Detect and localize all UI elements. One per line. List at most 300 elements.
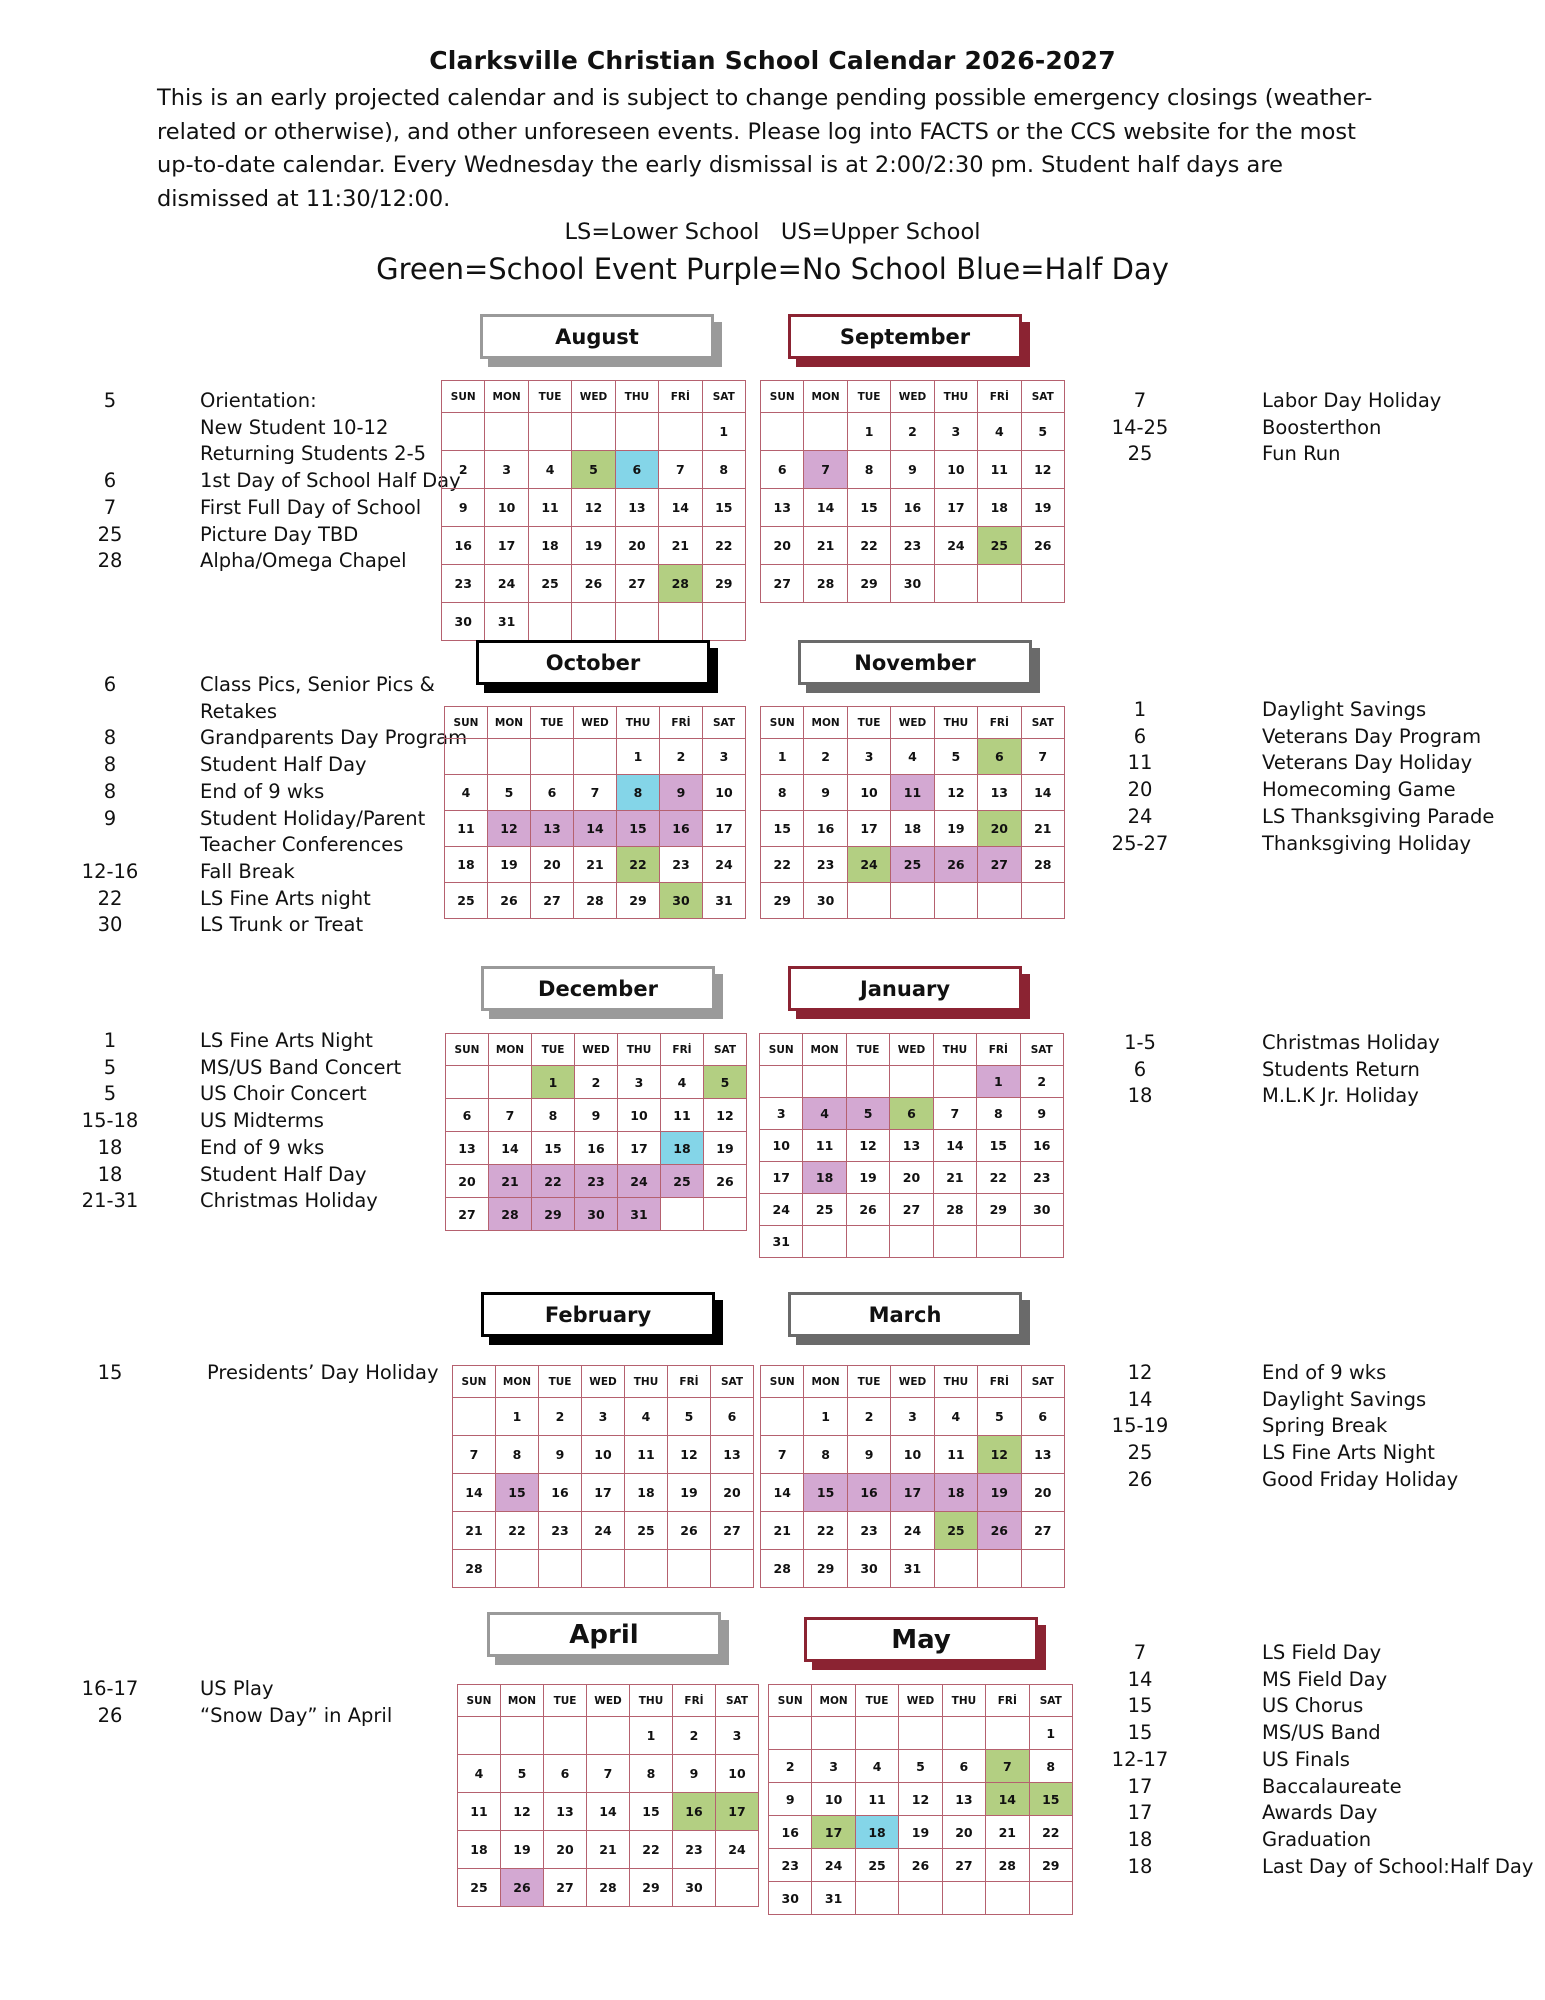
event-date: 18 — [1127, 1854, 1153, 1878]
event-spacer — [150, 495, 200, 522]
day-cell: 2 — [1020, 1066, 1063, 1098]
weekday-label: MON — [496, 1366, 539, 1398]
weekday-label: SUN — [769, 1685, 812, 1717]
weekday-label: SAT — [704, 1034, 747, 1066]
weekday-label: FRİ — [673, 1685, 716, 1717]
december-calendar-grid — [445, 1033, 747, 1231]
event-description: End of 9 wks — [1262, 1361, 1387, 1384]
day-cell: 19 — [934, 811, 977, 847]
day-cell: 15 — [977, 1130, 1020, 1162]
weekday-header-row — [761, 1366, 1065, 1398]
week-row — [761, 775, 1065, 811]
weekday-label: MON — [485, 381, 528, 413]
empty-day-cell — [702, 603, 745, 641]
empty-day-cell — [587, 1717, 630, 1755]
event-item — [1100, 1693, 1533, 1720]
day-cell: 3 — [891, 1398, 934, 1436]
weekday-label: THU — [617, 707, 660, 739]
january-month-title: January — [788, 966, 1022, 1011]
day-cell-no-school: 25 — [661, 1165, 704, 1198]
day-cell: 27 — [446, 1198, 489, 1231]
day-cell: 1 — [1029, 1717, 1072, 1750]
day-cell-no-school: 17 — [891, 1474, 934, 1512]
week-row — [442, 413, 746, 451]
weekday-label: TUE — [847, 1366, 890, 1398]
event-description: Picture Day TBD — [200, 522, 359, 546]
day-cell: 29 — [847, 565, 890, 603]
day-cell: 10 — [847, 775, 890, 811]
event-description: Alpha/Omega Chapel — [200, 549, 407, 573]
day-cell: 1 — [847, 413, 890, 451]
event-date: 9 — [103, 806, 117, 830]
weekday-label: SAT — [716, 1685, 759, 1717]
day-cell: 27 — [531, 883, 574, 919]
weekday-label: FRİ — [978, 707, 1021, 739]
march-month-title: March — [788, 1292, 1022, 1337]
day-cell: 22 — [977, 1162, 1020, 1194]
day-cell: 22 — [702, 527, 745, 565]
weekday-label: WED — [572, 381, 615, 413]
day-cell: 9 — [442, 489, 485, 527]
weekday-label: SUN — [761, 707, 804, 739]
day-cell: 12 — [846, 1130, 889, 1162]
day-cell: 9 — [769, 1783, 812, 1816]
week-row — [761, 1474, 1065, 1512]
day-cell: 21 — [659, 527, 702, 565]
weekday-label: WED — [574, 707, 617, 739]
weekday-label: SAT — [1020, 1034, 1063, 1066]
weekday-label: MON — [812, 1685, 855, 1717]
day-cell: 28 — [1021, 847, 1064, 883]
event-spacer — [1180, 831, 1262, 858]
day-cell: 30 — [1020, 1194, 1063, 1226]
week-row — [442, 451, 746, 489]
event-spacer — [1180, 1747, 1262, 1774]
day-cell: 4 — [458, 1755, 501, 1793]
event-description: Fun Run — [1262, 442, 1341, 466]
weekday-header-row — [453, 1366, 754, 1398]
empty-day-cell — [977, 1226, 1020, 1258]
weekday-header-row — [458, 1685, 759, 1717]
day-cell-school-event: 25 — [978, 527, 1021, 565]
empty-day-cell — [760, 1066, 803, 1098]
event-date: 12-16 — [81, 859, 139, 883]
weekday-label: THU — [618, 1034, 661, 1066]
empty-day-cell — [812, 1717, 855, 1750]
day-cell: 25 — [803, 1194, 846, 1226]
day-cell-half-day: 8 — [617, 775, 660, 811]
event-date: 25 — [97, 522, 123, 546]
october-calendar-grid — [444, 706, 746, 919]
week-row — [760, 1194, 1064, 1226]
event-item — [70, 725, 467, 752]
day-cell: 2 — [847, 1398, 890, 1436]
weekday-label: WED — [891, 707, 934, 739]
event-spacer — [1180, 1640, 1262, 1667]
weekday-label: MON — [489, 1034, 532, 1066]
day-cell: 11 — [445, 811, 488, 847]
week-row — [760, 1130, 1064, 1162]
day-cell-no-school: 15 — [496, 1474, 539, 1512]
event-item — [1100, 697, 1494, 724]
day-cell: 16 — [1020, 1130, 1063, 1162]
event-description: Graduation — [1262, 1827, 1372, 1851]
day-cell-no-school: 7 — [804, 451, 847, 489]
empty-day-cell — [1020, 1226, 1063, 1258]
event-date: 8 — [103, 726, 117, 750]
day-cell: 5 — [488, 775, 531, 811]
day-cell: 18 — [625, 1474, 668, 1512]
day-cell: 20 — [761, 527, 804, 565]
weekday-label: SUN — [453, 1366, 496, 1398]
day-cell-no-school: 22 — [532, 1165, 575, 1198]
empty-day-cell — [488, 739, 531, 775]
event-date — [70, 441, 150, 468]
day-cell: 19 — [668, 1474, 711, 1512]
empty-day-cell — [761, 1398, 804, 1436]
week-row — [445, 847, 746, 883]
week-row — [760, 1226, 1064, 1258]
event-spacer — [1180, 1827, 1262, 1854]
weekday-label: SAT — [711, 1366, 754, 1398]
event-spacer — [1180, 750, 1262, 777]
day-cell: 4 — [661, 1066, 704, 1099]
event-date: 24 — [1127, 804, 1153, 828]
event-date: 8 — [103, 779, 117, 803]
weekday-header-row — [446, 1034, 747, 1066]
february-events-list — [70, 1360, 439, 1387]
day-cell: 17 — [618, 1132, 661, 1165]
day-cell: 1 — [630, 1717, 673, 1755]
event-date: 7 — [103, 495, 117, 519]
empty-day-cell — [978, 883, 1021, 919]
day-cell: 11 — [978, 451, 1021, 489]
weekday-label: THU — [934, 381, 977, 413]
event-description: Awards Day — [1262, 1801, 1378, 1825]
event-description: Last Day of School:Half Day — [1262, 1854, 1534, 1878]
empty-day-cell — [528, 603, 571, 641]
day-cell: 8 — [1029, 1750, 1072, 1783]
weekday-label: SUN — [458, 1685, 501, 1717]
week-row — [458, 1869, 759, 1907]
day-cell: 3 — [760, 1098, 803, 1130]
day-cell: 13 — [711, 1436, 754, 1474]
day-cell-school-event: 12 — [978, 1436, 1021, 1474]
weekday-label: SUN — [761, 1366, 804, 1398]
event-date: 20 — [1127, 778, 1153, 802]
day-cell: 27 — [890, 1194, 933, 1226]
day-cell: 25 — [855, 1849, 898, 1882]
day-cell: 30 — [769, 1882, 812, 1915]
empty-day-cell — [659, 603, 702, 641]
event-item — [70, 441, 461, 468]
weekday-label: THU — [934, 707, 977, 739]
day-cell: 21 — [587, 1831, 630, 1869]
day-cell: 17 — [485, 527, 528, 565]
day-cell: 21 — [986, 1816, 1029, 1849]
day-cell: 23 — [442, 565, 485, 603]
event-description: Class Pics, Senior Pics & — [200, 673, 435, 696]
week-row — [761, 1436, 1065, 1474]
day-cell: 23 — [847, 1512, 890, 1550]
weekday-label: WED — [891, 381, 934, 413]
may-events-list — [1100, 1640, 1533, 1880]
day-cell: 26 — [488, 883, 531, 919]
weekday-label: WED — [891, 1366, 934, 1398]
week-row — [442, 565, 746, 603]
day-cell: 13 — [978, 775, 1021, 811]
empty-day-cell — [978, 565, 1021, 603]
event-spacer — [150, 912, 200, 939]
empty-day-cell — [668, 1550, 711, 1588]
day-cell: 21 — [1021, 811, 1064, 847]
day-cell: 9 — [673, 1755, 716, 1793]
day-cell: 10 — [891, 1436, 934, 1474]
day-cell-school-event: 5 — [704, 1066, 747, 1099]
day-cell: 29 — [630, 1869, 673, 1907]
event-description: Students Return — [1262, 1057, 1420, 1081]
week-row — [445, 811, 746, 847]
day-cell: 23 — [891, 527, 934, 565]
day-cell-school-event: 6 — [890, 1098, 933, 1130]
empty-day-cell — [615, 603, 658, 641]
event-date: 16-17 — [81, 1677, 139, 1700]
day-cell: 6 — [446, 1099, 489, 1132]
event-spacer — [150, 832, 200, 859]
day-cell-school-event: 17 — [716, 1793, 759, 1831]
day-cell: 8 — [977, 1098, 1020, 1130]
day-cell: 27 — [942, 1849, 985, 1882]
event-spacer — [1180, 1854, 1262, 1881]
day-cell: 30 — [673, 1869, 716, 1907]
event-description: Orientation: — [200, 389, 317, 412]
day-cell-school-event: 22 — [617, 847, 660, 883]
day-cell: 8 — [804, 1436, 847, 1474]
event-item — [1100, 1800, 1533, 1827]
event-item — [1100, 1854, 1533, 1881]
day-cell: 29 — [804, 1550, 847, 1588]
day-cell: 12 — [934, 775, 977, 811]
week-row — [769, 1783, 1073, 1816]
day-cell: 28 — [574, 883, 617, 919]
empty-day-cell — [582, 1550, 625, 1588]
empty-day-cell — [933, 1066, 976, 1098]
september-events-list — [1100, 388, 1441, 468]
empty-day-cell — [846, 1226, 889, 1258]
event-description: New Student 10-12 — [200, 415, 389, 439]
day-cell: 14 — [659, 489, 702, 527]
event-item — [1100, 1057, 1440, 1084]
event-date: 1 — [103, 1029, 117, 1052]
day-cell: 19 — [846, 1162, 889, 1194]
event-description: Grandparents Day Program — [200, 726, 468, 750]
weekday-label: SUN — [761, 381, 804, 413]
day-cell-school-event: 28 — [659, 565, 702, 603]
week-row — [761, 489, 1065, 527]
day-cell: 17 — [934, 489, 977, 527]
day-cell: 15 — [702, 489, 745, 527]
may-calendar-grid — [768, 1684, 1073, 1915]
week-row — [760, 1162, 1064, 1194]
empty-day-cell — [847, 883, 890, 919]
day-cell: 4 — [625, 1398, 668, 1436]
day-cell: 7 — [659, 451, 702, 489]
day-cell-no-school: 27 — [978, 847, 1021, 883]
event-description: Spring Break — [1262, 1414, 1388, 1438]
day-cell: 13 — [1021, 1436, 1064, 1474]
day-cell: 20 — [1021, 1474, 1064, 1512]
day-cell: 2 — [673, 1717, 716, 1755]
event-spacer — [1180, 1440, 1262, 1467]
event-item — [1100, 831, 1494, 858]
weekday-label: MON — [488, 707, 531, 739]
week-row — [769, 1816, 1073, 1849]
day-cell-no-school: 15 — [617, 811, 660, 847]
empty-day-cell — [446, 1066, 489, 1099]
empty-day-cell — [615, 413, 658, 451]
empty-day-cell — [1021, 883, 1064, 919]
day-cell: 9 — [891, 451, 934, 489]
event-description: Teacher Conferences — [200, 833, 404, 857]
event-item — [70, 1028, 401, 1055]
event-spacer — [1180, 1030, 1262, 1057]
day-cell: 19 — [488, 847, 531, 883]
event-item — [70, 1055, 401, 1082]
weekday-label: WED — [587, 1685, 630, 1717]
event-item — [1100, 724, 1494, 751]
day-cell: 22 — [847, 527, 890, 565]
empty-day-cell — [899, 1717, 942, 1750]
day-cell: 10 — [760, 1130, 803, 1162]
day-cell: 20 — [615, 527, 658, 565]
weekday-label: TUE — [531, 707, 574, 739]
event-description: US Chorus — [1262, 1694, 1364, 1718]
empty-day-cell — [1021, 1550, 1064, 1588]
empty-day-cell — [485, 413, 528, 451]
event-item — [70, 1703, 392, 1730]
week-row — [760, 1066, 1064, 1098]
event-description: First Full Day of School — [200, 495, 422, 519]
event-date: 25-27 — [1111, 831, 1169, 855]
event-item — [1100, 1083, 1440, 1110]
day-cell: 21 — [453, 1512, 496, 1550]
event-item — [1100, 1827, 1533, 1854]
event-spacer — [150, 441, 200, 468]
week-row — [446, 1165, 747, 1198]
day-cell-no-school: 1 — [977, 1066, 1020, 1098]
day-cell: 11 — [625, 1436, 668, 1474]
weekday-label: TUE — [528, 381, 571, 413]
weekday-label: WED — [575, 1034, 618, 1066]
empty-day-cell — [899, 1882, 942, 1915]
weekday-label: TUE — [846, 1034, 889, 1066]
empty-day-cell — [659, 413, 702, 451]
event-date: 26 — [1127, 1467, 1153, 1491]
day-cell: 11 — [855, 1783, 898, 1816]
empty-day-cell — [574, 739, 617, 775]
event-description: LS Fine Arts Night — [200, 1029, 373, 1052]
weekday-header-row — [442, 381, 746, 413]
day-cell: 6 — [942, 1750, 985, 1783]
day-cell: 23 — [1020, 1162, 1063, 1194]
weekday-label: TUE — [532, 1034, 575, 1066]
event-item — [70, 779, 467, 806]
day-cell: 15 — [532, 1132, 575, 1165]
day-cell: 2 — [891, 413, 934, 451]
day-cell: 9 — [539, 1436, 582, 1474]
event-item — [70, 1360, 439, 1387]
day-cell: 6 — [1021, 1398, 1064, 1436]
day-cell-school-event: 5 — [572, 451, 615, 489]
day-cell: 9 — [804, 775, 847, 811]
day-cell-school-event: 16 — [673, 1793, 716, 1831]
day-cell-no-school: 30 — [575, 1198, 618, 1231]
event-date: 1 — [1133, 698, 1147, 721]
weekday-label: MON — [804, 381, 847, 413]
event-description: Student Half Day — [200, 1162, 367, 1186]
august-calendar-grid — [441, 380, 746, 641]
day-cell-school-event: 24 — [847, 847, 890, 883]
event-date: 6 — [1133, 724, 1147, 748]
day-cell-no-school: 9 — [660, 775, 703, 811]
day-cell: 20 — [531, 847, 574, 883]
day-cell-half-day: 6 — [615, 451, 658, 489]
color-legend: Green=School Event Purple=No School Blue=Half Day — [376, 252, 1169, 286]
day-cell-school-event: 6 — [978, 739, 1021, 775]
day-cell: 1 — [761, 739, 804, 775]
empty-day-cell — [803, 1226, 846, 1258]
week-row — [769, 1717, 1073, 1750]
day-cell: 14 — [761, 1474, 804, 1512]
day-cell: 29 — [761, 883, 804, 919]
event-item — [70, 832, 467, 859]
day-cell: 24 — [760, 1194, 803, 1226]
event-description: Thanksgiving Holiday — [1262, 831, 1472, 855]
day-cell: 23 — [660, 847, 703, 883]
day-cell-no-school: 24 — [618, 1165, 661, 1198]
day-cell-school-event: 25 — [934, 1512, 977, 1550]
day-cell-no-school: 25 — [891, 847, 934, 883]
event-item — [1100, 1467, 1458, 1494]
weekday-header-row — [445, 707, 746, 739]
day-cell: 18 — [458, 1831, 501, 1869]
event-item — [70, 388, 461, 415]
event-spacer — [150, 752, 200, 779]
day-cell: 29 — [977, 1194, 1020, 1226]
event-date: 7 — [1133, 1641, 1147, 1664]
day-cell: 2 — [660, 739, 703, 775]
day-cell-no-school: 14 — [574, 811, 617, 847]
empty-day-cell — [544, 1717, 587, 1755]
empty-day-cell — [942, 1717, 985, 1750]
day-cell: 29 — [617, 883, 660, 919]
event-description: Retakes — [200, 699, 278, 723]
week-row — [446, 1099, 747, 1132]
day-cell: 4 — [528, 451, 571, 489]
week-row — [458, 1755, 759, 1793]
event-description: Christmas Holiday — [200, 1189, 378, 1213]
event-date: 15-18 — [81, 1109, 139, 1133]
weekday-label: THU — [625, 1366, 668, 1398]
event-date — [70, 699, 150, 726]
day-cell: 19 — [1021, 489, 1064, 527]
event-item — [70, 1081, 401, 1108]
event-date: 15-19 — [1111, 1414, 1169, 1438]
event-item — [70, 415, 461, 442]
event-item — [1100, 1667, 1533, 1694]
event-item — [1100, 441, 1441, 468]
day-cell-no-school: 19 — [978, 1474, 1021, 1512]
